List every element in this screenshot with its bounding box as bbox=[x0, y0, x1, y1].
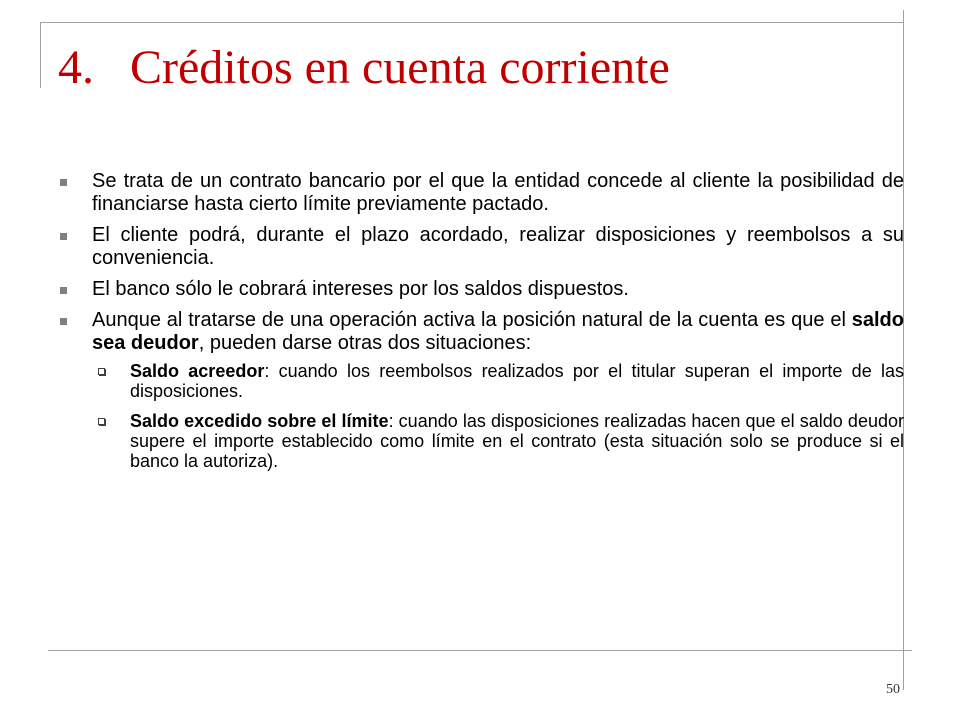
frame-line-top bbox=[40, 22, 904, 23]
bullet-item bbox=[60, 278, 904, 301]
bullet-list bbox=[60, 170, 904, 471]
frame-line-bottom bbox=[48, 650, 912, 651]
title-text: Créditos en cuenta corriente bbox=[130, 41, 670, 94]
square-bullet-icon bbox=[60, 318, 67, 325]
sub-bullet-item bbox=[92, 361, 904, 401]
square-bullet-icon bbox=[60, 179, 67, 186]
slide-title bbox=[58, 38, 670, 98]
bullet-text: Se trata de un contrato bancario por el que la entidad concede al cliente la posibilidad de financiarse hasta cierto límite previamente pactado. bbox=[92, 170, 904, 215]
sub-bullet-bold: Saldo excedido sobre el límite bbox=[130, 411, 389, 431]
title-number: 4. bbox=[58, 41, 94, 94]
sub-bullet-list bbox=[92, 361, 904, 471]
hollow-square-bullet-icon bbox=[98, 418, 105, 425]
frame-line-left bbox=[40, 22, 41, 88]
bullet-item bbox=[60, 224, 904, 270]
sub-bullet-item bbox=[92, 411, 904, 471]
bullet-text: El banco sólo le cobrará intereses por los saldos dispuestos. bbox=[92, 278, 629, 300]
square-bullet-icon bbox=[60, 233, 67, 240]
bullet-item bbox=[60, 170, 904, 216]
hollow-square-bullet-icon bbox=[98, 368, 105, 375]
sub-bullet-text: : cuando los reembolsos realizados por el titular superan el importe de las disposiciones. bbox=[130, 361, 904, 401]
bullet-item bbox=[60, 309, 904, 471]
bullet-text: El cliente podrá, durante el plazo acordado, realizar disposiciones y reembolsos a su conveniencia. bbox=[92, 224, 904, 269]
bullet-text-bold: saldo sea deudor bbox=[92, 309, 904, 354]
page-number: 50 bbox=[886, 682, 900, 697]
square-bullet-icon bbox=[60, 287, 67, 294]
sub-bullet-bold: Saldo acreedor bbox=[130, 361, 265, 381]
slide-content bbox=[60, 170, 904, 481]
bullet-text-before: Aunque al tratarse de una operación activa la posición natural de la cuenta es que el bbox=[92, 309, 852, 331]
bullet-text-after: , pueden darse otras dos situaciones: bbox=[198, 332, 532, 354]
sub-bullet-text: : cuando las disposiciones realizadas hacen que el saldo deudor supere el importe establecido como límite en el contrato (esta situación solo se produce si el banco la autoriza). bbox=[130, 411, 904, 471]
